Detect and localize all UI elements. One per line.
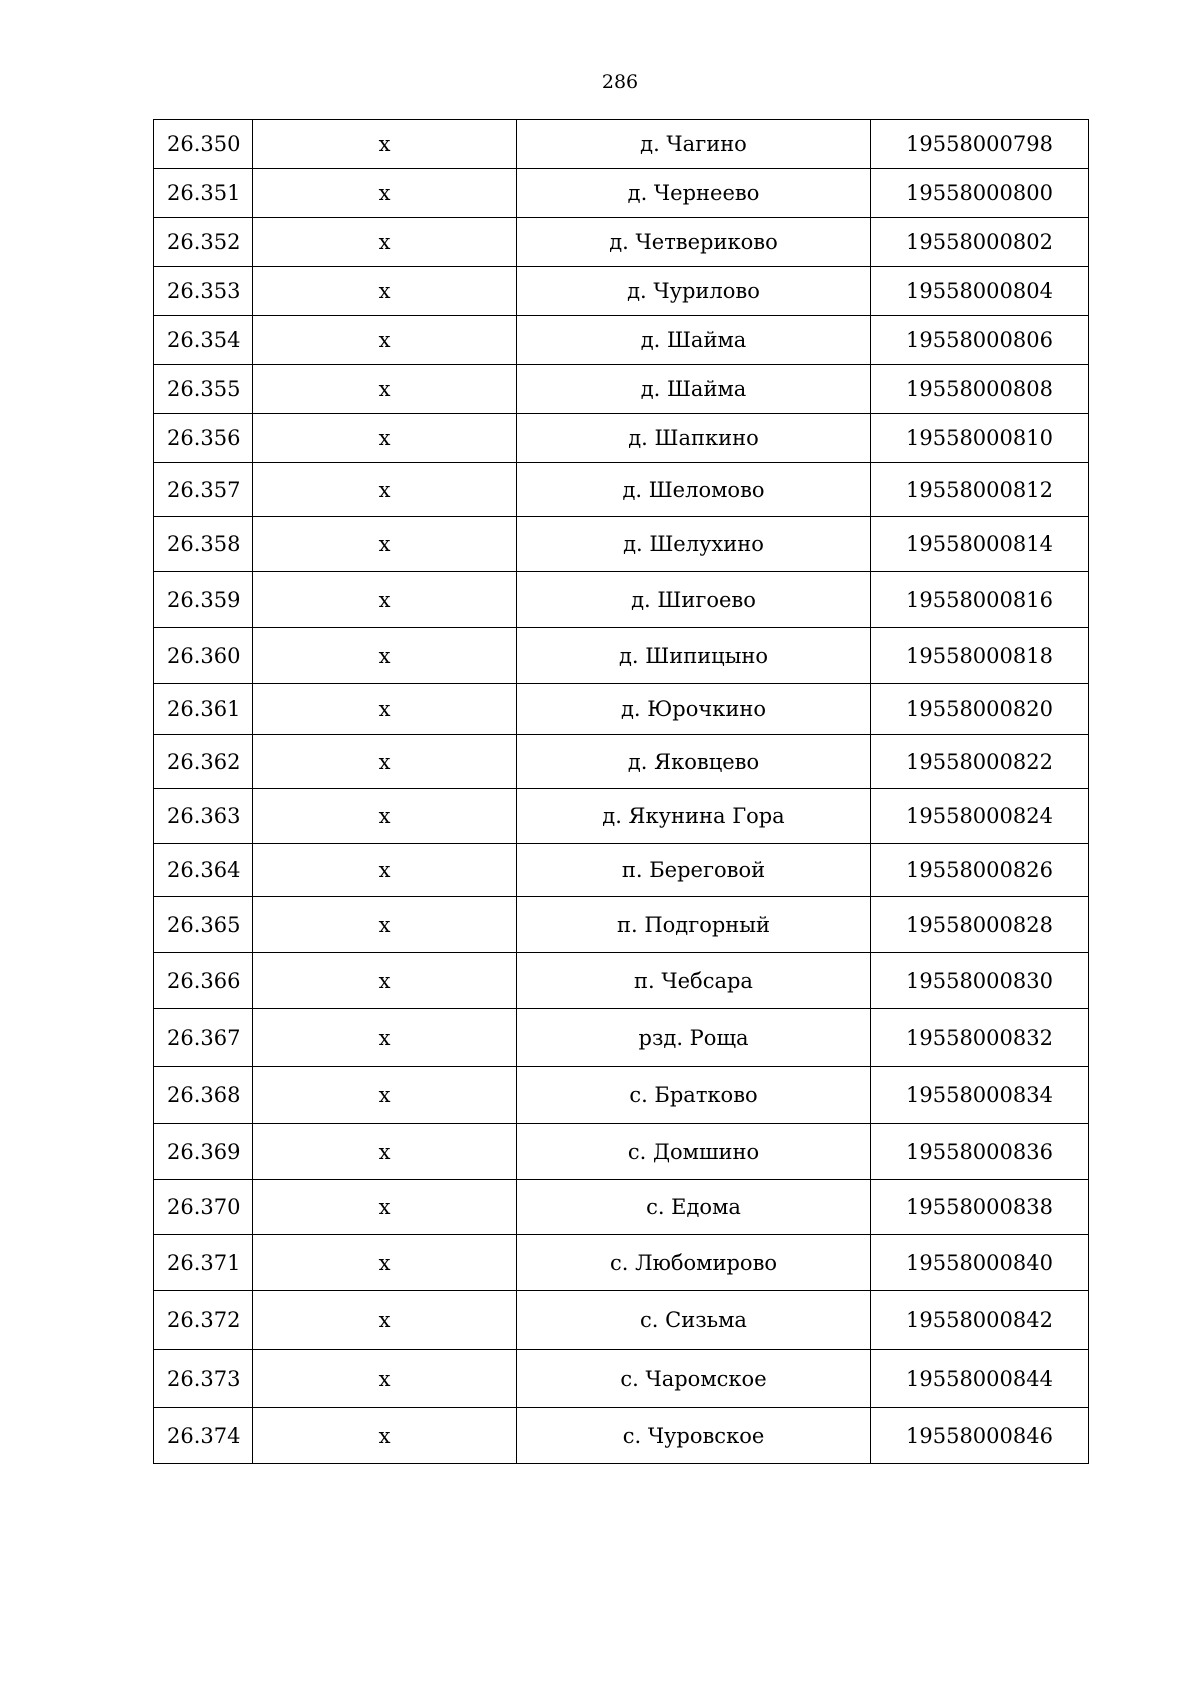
table-row	[154, 365, 1089, 414]
table-row	[154, 1067, 1089, 1124]
mark-cell: x	[253, 517, 517, 572]
mark-cell: x	[253, 218, 517, 267]
table-row	[154, 844, 1089, 897]
settlement-name-cell: д. Шайма	[517, 365, 871, 414]
oktmo-code-cell: 19558000804	[871, 267, 1089, 316]
row-number-cell: 26.356	[154, 414, 253, 463]
settlement-name-cell: д. Чернеево	[517, 169, 871, 218]
oktmo-code-cell: 19558000798	[871, 120, 1089, 169]
oktmo-code-cell: 19558000840	[871, 1235, 1089, 1291]
settlement-name-cell: с. Любомирово	[517, 1235, 871, 1291]
oktmo-code-cell: 19558000814	[871, 517, 1089, 572]
mark-cell: x	[253, 1291, 517, 1350]
mark-cell: x	[253, 844, 517, 897]
table-row	[154, 789, 1089, 844]
oktmo-code-cell: 19558000830	[871, 953, 1089, 1009]
table-row	[154, 1408, 1089, 1464]
table-row	[154, 1291, 1089, 1350]
settlement-name-cell: п. Подгорный	[517, 897, 871, 953]
page-number: 286	[601, 71, 639, 93]
oktmo-code-cell: 19558000810	[871, 414, 1089, 463]
row-number-cell: 26.355	[154, 365, 253, 414]
settlement-name-cell: д. Четвериково	[517, 218, 871, 267]
settlement-name-cell: с. Чаромское	[517, 1350, 871, 1408]
row-number-cell: 26.367	[154, 1009, 253, 1067]
settlement-name-cell: д. Шелухино	[517, 517, 871, 572]
oktmo-code-cell: 19558000812	[871, 463, 1089, 517]
settlement-name-cell: д. Шипицыно	[517, 628, 871, 684]
oktmo-code-cell: 19558000838	[871, 1180, 1089, 1235]
oktmo-code-cell: 19558000834	[871, 1067, 1089, 1124]
settlement-name-cell: д. Шайма	[517, 316, 871, 365]
table-row	[154, 684, 1089, 735]
table-body	[154, 120, 1089, 1464]
mark-cell: x	[253, 365, 517, 414]
row-number-cell: 26.357	[154, 463, 253, 517]
row-number-cell: 26.370	[154, 1180, 253, 1235]
table-row	[154, 169, 1089, 218]
oktmo-code-cell: 19558000816	[871, 572, 1089, 628]
settlement-name-cell: д. Шигоево	[517, 572, 871, 628]
mark-cell: x	[253, 1350, 517, 1408]
settlement-name-cell: д. Чагино	[517, 120, 871, 169]
row-number-cell: 26.359	[154, 572, 253, 628]
settlement-name-cell: с. Братково	[517, 1067, 871, 1124]
row-number-cell: 26.363	[154, 789, 253, 844]
mark-cell: x	[253, 1124, 517, 1180]
oktmo-code-cell: 19558000842	[871, 1291, 1089, 1350]
settlement-name-cell: д. Шеломово	[517, 463, 871, 517]
table-row	[154, 1124, 1089, 1180]
mark-cell: x	[253, 735, 517, 789]
oktmo-code-cell: 19558000824	[871, 789, 1089, 844]
mark-cell: x	[253, 169, 517, 218]
settlement-name-cell: п. Чебсара	[517, 953, 871, 1009]
mark-cell: x	[253, 897, 517, 953]
mark-cell: x	[253, 267, 517, 316]
mark-cell: x	[253, 789, 517, 844]
oktmo-code-cell: 19558000826	[871, 844, 1089, 897]
row-number-cell: 26.366	[154, 953, 253, 1009]
table-row	[154, 517, 1089, 572]
oktmo-code-cell: 19558000818	[871, 628, 1089, 684]
settlement-name-cell: д. Юрочкино	[517, 684, 871, 735]
table-row	[154, 1350, 1089, 1408]
row-number-cell: 26.368	[154, 1067, 253, 1124]
row-number-cell: 26.353	[154, 267, 253, 316]
oktmo-code-cell: 19558000828	[871, 897, 1089, 953]
row-number-cell: 26.373	[154, 1350, 253, 1408]
oktmo-code-cell: 19558000844	[871, 1350, 1089, 1408]
oktmo-code-cell: 19558000808	[871, 365, 1089, 414]
settlement-name-cell: д. Яковцево	[517, 735, 871, 789]
settlement-name-cell: д. Якунина Гора	[517, 789, 871, 844]
table-row	[154, 414, 1089, 463]
mark-cell: x	[253, 414, 517, 463]
table-row	[154, 1235, 1089, 1291]
row-number-cell: 26.354	[154, 316, 253, 365]
table-row	[154, 897, 1089, 953]
mark-cell: x	[253, 953, 517, 1009]
table-row	[154, 953, 1089, 1009]
table-row	[154, 1180, 1089, 1235]
row-number-cell: 26.364	[154, 844, 253, 897]
oktmo-code-cell: 19558000820	[871, 684, 1089, 735]
mark-cell: x	[253, 316, 517, 365]
mark-cell: x	[253, 628, 517, 684]
settlement-name-cell: с. Сизьма	[517, 1291, 871, 1350]
table-row	[154, 735, 1089, 789]
row-number-cell: 26.365	[154, 897, 253, 953]
mark-cell: x	[253, 1180, 517, 1235]
table-row	[154, 120, 1089, 169]
mark-cell: x	[253, 1408, 517, 1464]
settlement-name-cell: п. Береговой	[517, 844, 871, 897]
settlement-name-cell: д. Чурилово	[517, 267, 871, 316]
row-number-cell: 26.371	[154, 1235, 253, 1291]
mark-cell: x	[253, 684, 517, 735]
row-number-cell: 26.358	[154, 517, 253, 572]
table-row	[154, 267, 1089, 316]
oktmo-code-cell: 19558000806	[871, 316, 1089, 365]
oktmo-code-cell: 19558000802	[871, 218, 1089, 267]
row-number-cell: 26.374	[154, 1408, 253, 1464]
settlement-name-cell: с. Домшино	[517, 1124, 871, 1180]
oktmo-code-cell: 19558000836	[871, 1124, 1089, 1180]
row-number-cell: 26.351	[154, 169, 253, 218]
row-number-cell: 26.352	[154, 218, 253, 267]
mark-cell: x	[253, 572, 517, 628]
table-row	[154, 1009, 1089, 1067]
mark-cell: x	[253, 120, 517, 169]
row-number-cell: 26.369	[154, 1124, 253, 1180]
oktmo-code-cell: 19558000846	[871, 1408, 1089, 1464]
mark-cell: x	[253, 463, 517, 517]
oktmo-code-cell: 19558000822	[871, 735, 1089, 789]
mark-cell: x	[253, 1235, 517, 1291]
oktmo-code-cell: 19558000800	[871, 169, 1089, 218]
row-number-cell: 26.361	[154, 684, 253, 735]
settlement-name-cell: с. Чуровское	[517, 1408, 871, 1464]
row-number-cell: 26.372	[154, 1291, 253, 1350]
row-number-cell: 26.360	[154, 628, 253, 684]
table-row	[154, 463, 1089, 517]
settlement-name-cell: рзд. Роща	[517, 1009, 871, 1067]
table-row	[154, 218, 1089, 267]
row-number-cell: 26.362	[154, 735, 253, 789]
table-row	[154, 316, 1089, 365]
settlement-name-cell: с. Едома	[517, 1180, 871, 1235]
table-row	[154, 572, 1089, 628]
mark-cell: x	[253, 1009, 517, 1067]
oktmo-code-cell: 19558000832	[871, 1009, 1089, 1067]
table-row	[154, 628, 1089, 684]
settlement-table	[153, 119, 1089, 1464]
row-number-cell: 26.350	[154, 120, 253, 169]
mark-cell: x	[253, 1067, 517, 1124]
settlement-name-cell: д. Шапкино	[517, 414, 871, 463]
